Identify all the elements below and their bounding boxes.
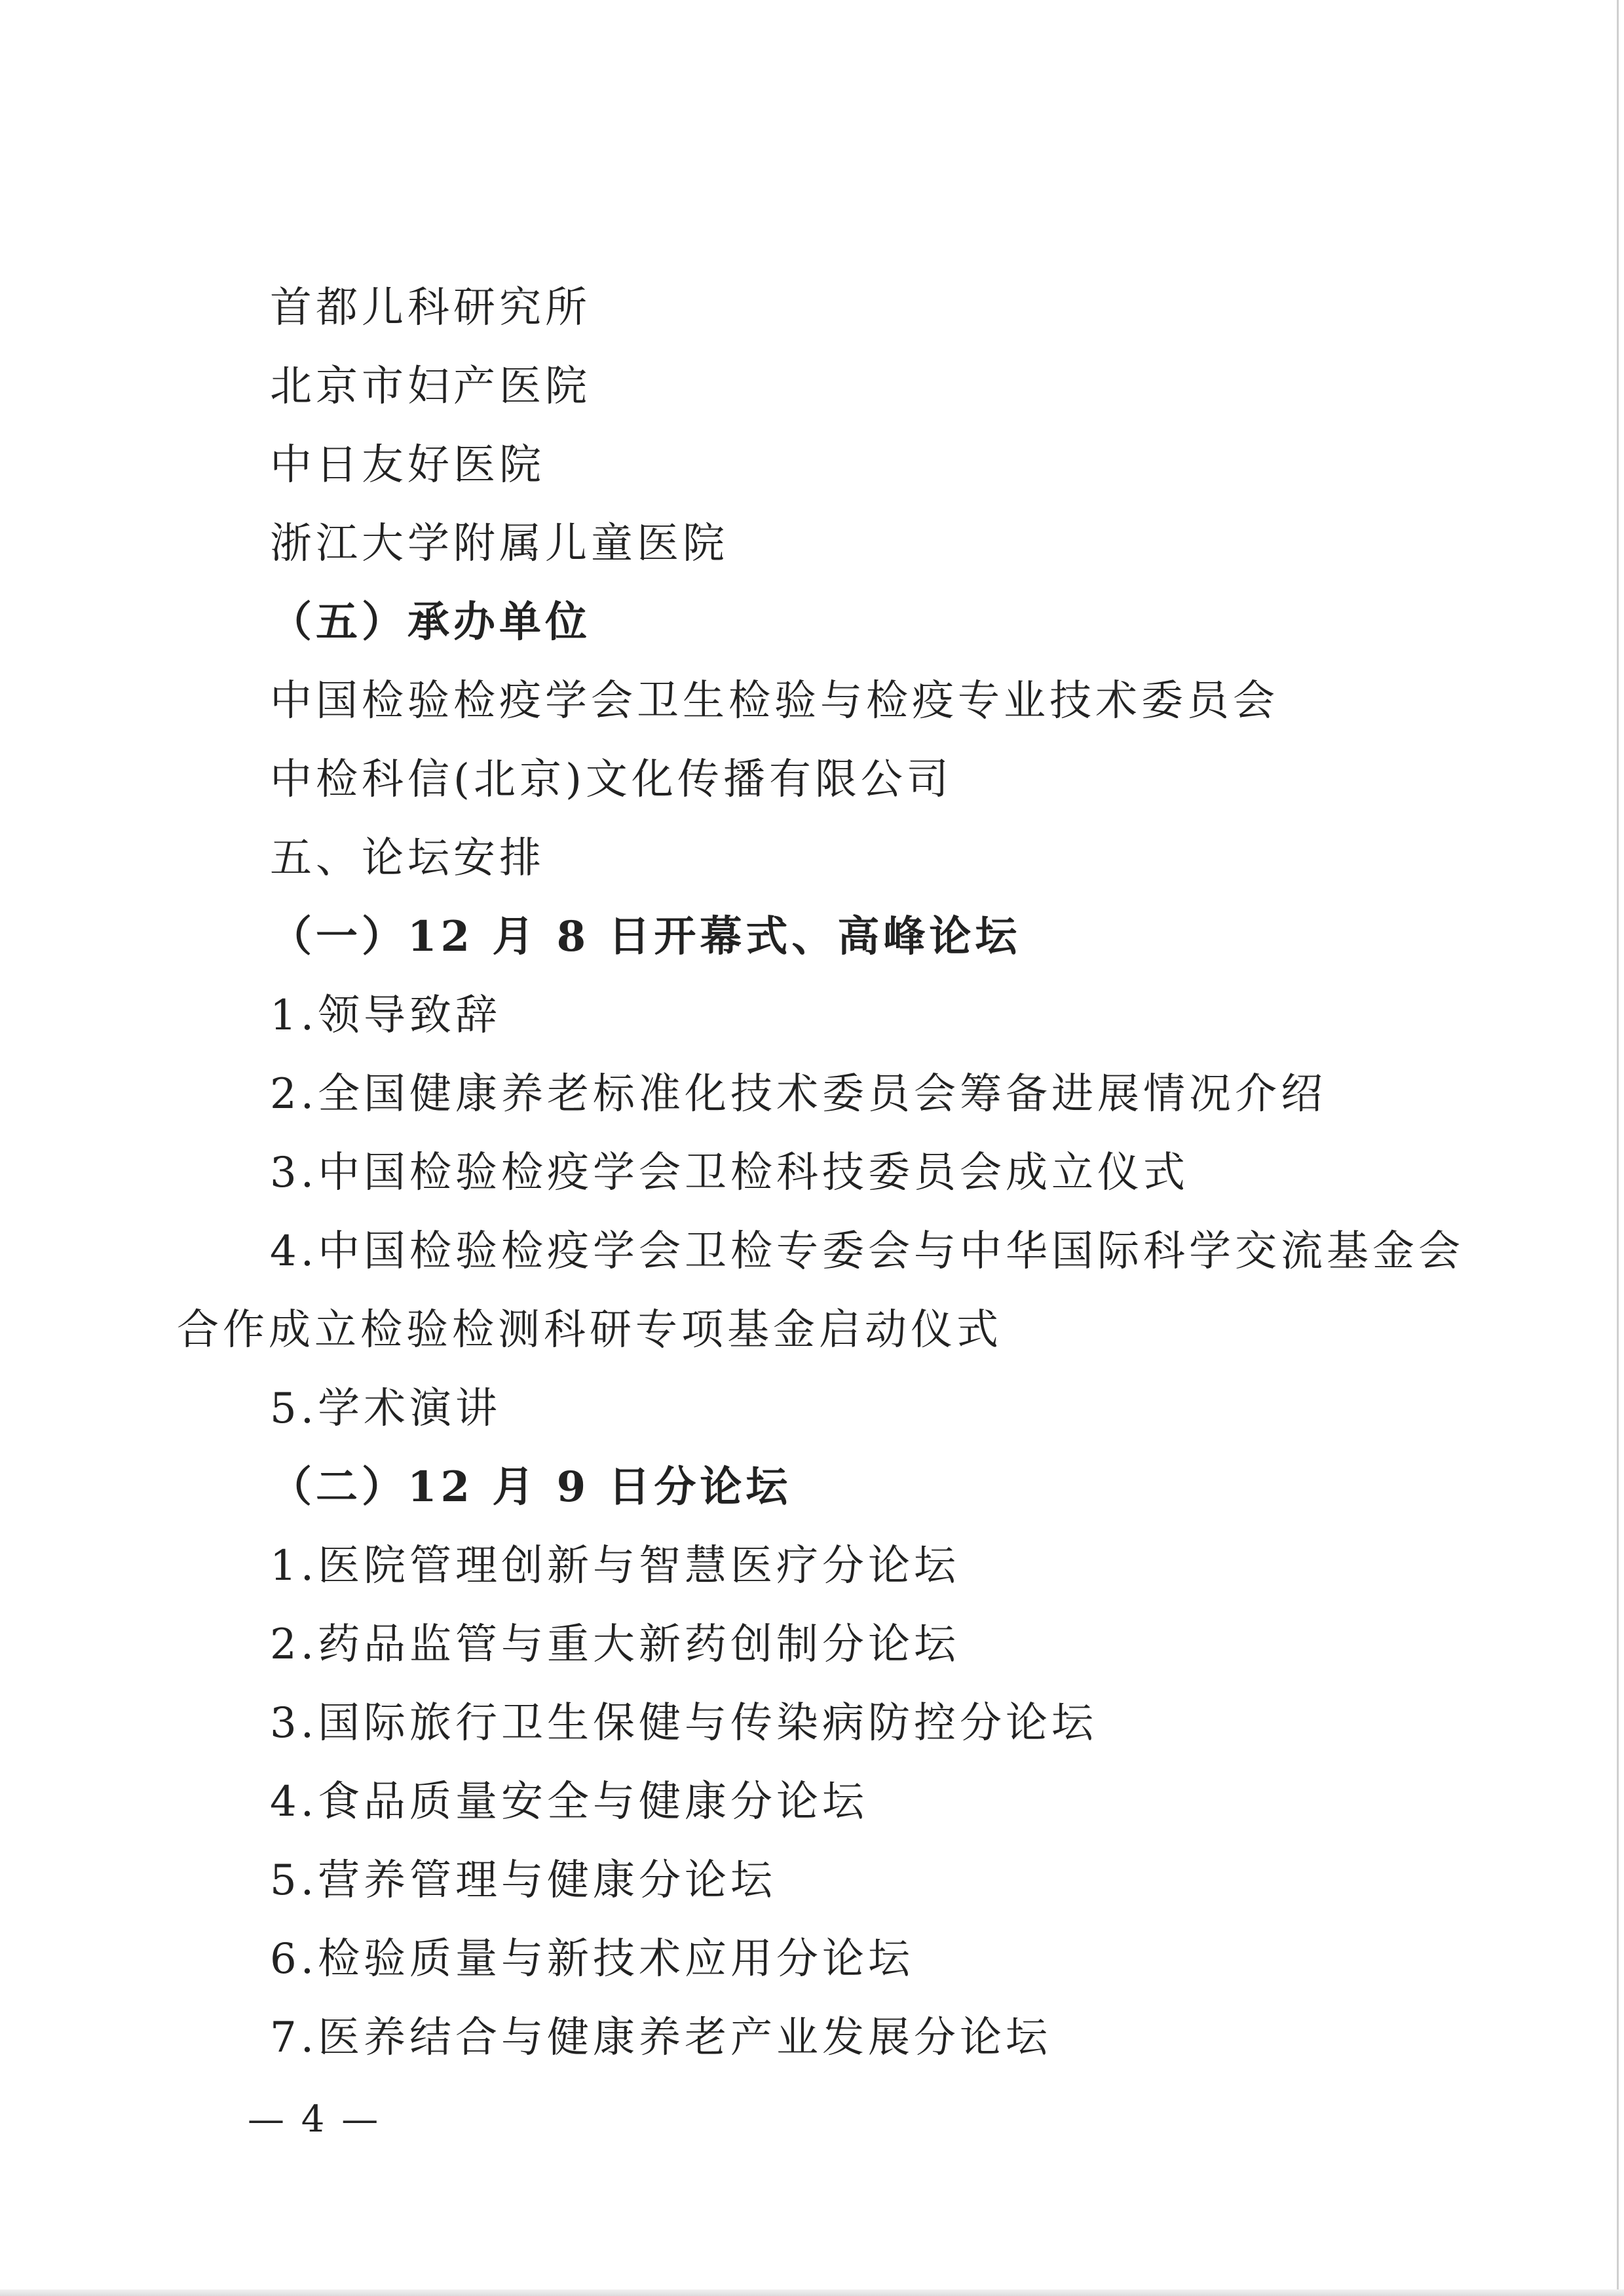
day2-item: 6.检验质量与新技术应用分论坛 (270, 1935, 915, 1983)
day2-item: 3.国际旅行卫生保健与传染病防控分论坛 (270, 1699, 1098, 1748)
organizer-line: 中日友好医院 (270, 441, 545, 489)
page-number: — 4 — (248, 2098, 381, 2141)
day1-item: 1.领导致辞 (270, 991, 502, 1040)
scan-edge-line (1617, 0, 1619, 2296)
organizer-line: 北京市妇产医院 (270, 362, 591, 411)
scan-bottom-edge (0, 2289, 1624, 2296)
day1-item: 5.学术演讲 (270, 1385, 502, 1433)
hosting-units-heading: （五）承办单位 (270, 598, 591, 647)
day2-item: 5.营养管理与健康分论坛 (270, 1856, 777, 1905)
day1-heading: （一）12 月 8 日开幕式、高峰论坛 (270, 912, 1021, 961)
hosting-unit-line: 中国检验检疫学会卫生检验与检疫专业技术委员会 (270, 677, 1279, 725)
day1-item: 3.中国检验检疫学会卫检科技委员会成立仪式 (270, 1149, 1190, 1197)
day2-item: 7.医养结合与健康养老产业发展分论坛 (270, 2014, 1052, 2062)
day2-heading: （二）12 月 9 日分论坛 (270, 1463, 792, 1512)
day1-item-continuation: 合作成立检验检测科研专项基金启动仪式 (177, 1306, 1002, 1354)
day2-item: 2.药品监管与重大新药创制分论坛 (270, 1620, 960, 1669)
day1-item: 4.中国检验检疫学会卫检专委会与中华国际科学交流基金会 (270, 1227, 1465, 1276)
day2-item: 4.食品质量安全与健康分论坛 (270, 1778, 869, 1826)
day1-item: 2.全国健康养老标准化技术委员会筹备进展情况介绍 (270, 1070, 1327, 1119)
organizer-line: 浙江大学附属儿童医院 (270, 520, 728, 568)
hosting-unit-line: 中检科信(北京)文化传播有限公司 (270, 756, 953, 804)
section-five-title: 五、论坛安排 (270, 834, 545, 883)
organizer-line: 首都儿科研究所 (270, 284, 591, 332)
day2-item: 1.医院管理创新与智慧医疗分论坛 (270, 1542, 960, 1590)
